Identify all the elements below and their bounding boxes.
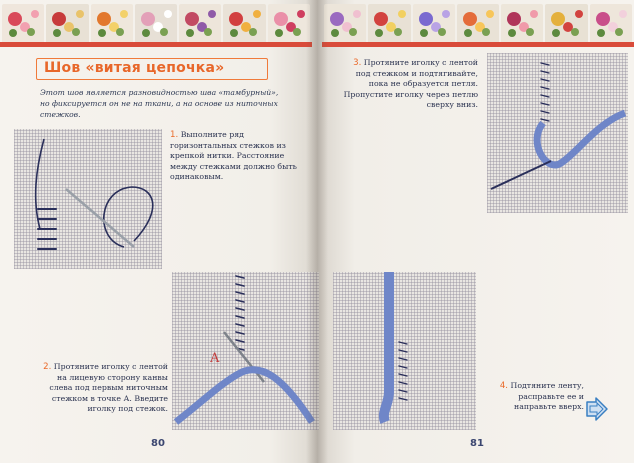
flower-tile [268,4,310,44]
step-body: Протяните иголку с лентой под стежком и подтягивайте, пока не образуется петля. Пропустите иголку через петлю сверху вниз. [343,58,478,110]
flower-tile [501,4,543,44]
step-body: Подтяните ленту, расправьте ее и направьте вверх. [510,381,584,412]
step-number: 1. [170,130,179,140]
red-ribbon-left [0,42,312,47]
arrow-right-icon [584,396,610,422]
step-body: Выполните ряд горизонтальных стежков из крепкой нитки. Расстояние между стежками должно быть одинаковым. [170,130,297,182]
step-body: Протяните иголку с лентой на лицевую сторону канвы слева под первым ниточным стежком в точке А. Введите иголку под стежок. [49,362,168,414]
flower-tile [179,4,221,44]
stitch-illustration [14,129,162,269]
flower-tile [324,4,366,44]
step-4-photo [487,53,628,213]
intro-text: Этот шов является разновидностью шва «тамбурный», но фиксируется он не на ткани, а на основе из ниточных стежков. [40,88,279,119]
page-title: Шов «витая цепочка» [44,60,225,76]
step-1-text [170,130,298,183]
page-number-right: 81 [470,438,484,449]
flower-tile [46,4,88,44]
point-label: A [210,351,220,366]
step-3-text [342,58,478,111]
flower-tile [91,4,133,44]
ribbon-loop-illustration [487,53,628,213]
flower-tile [2,4,44,44]
red-ribbon-right [322,42,634,47]
step-number: 2. [43,362,52,372]
step-number: 4. [499,381,509,391]
ribbon-illustration [172,272,319,430]
floral-header-left [0,4,312,44]
step-3-photo [333,272,476,430]
flower-tile [545,4,587,44]
flower-tile [135,4,177,44]
floral-header-right [322,4,634,44]
step-1-photo [14,129,162,269]
flower-tile [457,4,499,44]
book-spine [306,0,328,463]
page-number-left: 80 [151,438,165,449]
step-2-text [40,362,168,415]
flower-tile [368,4,410,44]
step-2-photo [172,272,319,430]
flower-tile [223,4,265,44]
flower-tile [413,4,455,44]
step-number: 3. [353,58,362,68]
flower-tile [590,4,632,44]
ribbon-column-illustration [333,272,476,430]
step-4-text [482,381,584,413]
